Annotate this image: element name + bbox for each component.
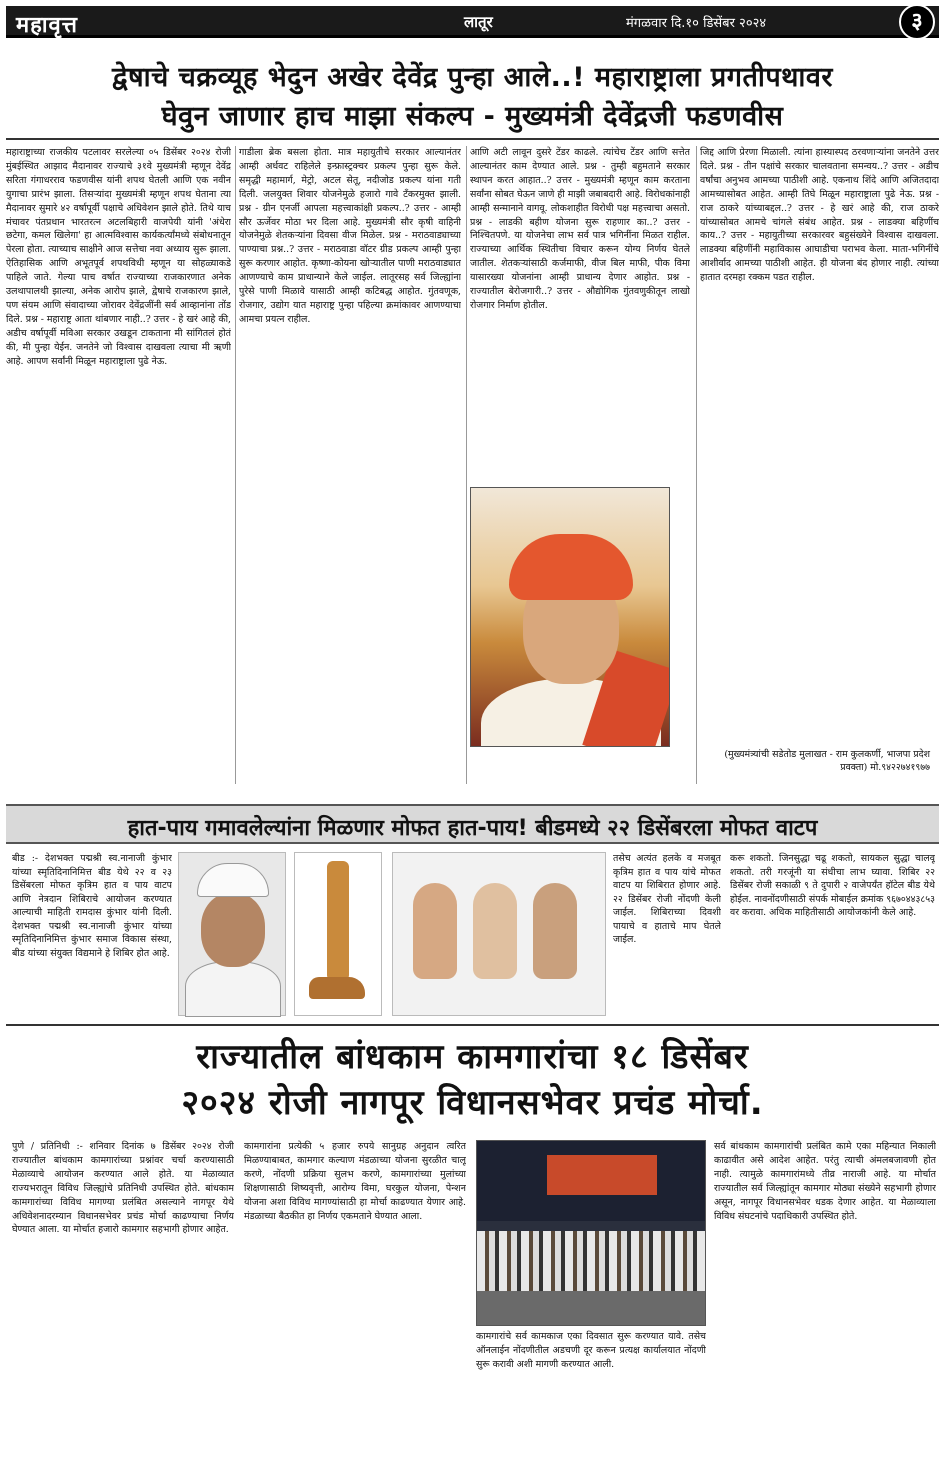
issue-date: मंगळवार दि.१० डिसेंबर २०२४ [626,16,767,31]
prosthetic-foot [309,977,365,999]
limbs-column-2: तसेच अत्यंत हलके व मजबूत कृत्रिम हात व पाय यांचे मोफत वाटप या शिबिरात होणार आहे. २२ डिसेंबर रोजी नोंदणी केली जाईल. शिबिराच्या दिवशी पायाचे व हाताचे माप घेतले जाईल. [613,853,721,945]
masthead [6,6,939,38]
portrait-head [201,893,265,967]
workers-column-3: कामगारांचे सर्व कामकाज एका दिवसात सुरू करण्यात यावे. तसेच ऑनलाईन नोंदणीतील अडचणी दूर करून प्रत्यक्ष कार्यालयात नोंदणी सुरू करावी अशी मागणी करण्यात आली. [476,1331,706,1370]
lead-column-2: गाडीला ब्रेक बसला होता. मात्र महायुतीचे सरकार आल्यानंतर आम्ही अर्धवट राहिलेले इन्फ्रास्ट्रक्चर प्रकल्प पुन्हा सुरू केले. समृद्धी महामार्ग, मेट्रो, अटल सेतू, नदीजोड प्रकल्प यांना गती दिली. जलयुक्त शिवार योजनेमुळे हजारो गावे टँकरमुक्त झाली. प्रश्न - ग्रीन एनर्जी आपला महत्त्वाकांक्षी प्रकल्प..? उत्तर - आम्ही सौर ऊर्जेवर मोठा भर दिला आहे. मुख्यमंत्री सौर कृषी वाहिनी योजनेमुळे शेतकऱ्यांना दिवसा वीज मिळेल. प्रश्न - मराठवाड्याच्या पाण्याचा प्रश्न..? उत्तर - मराठवाडा वॉटर ग्रीड प्रकल्प आम्ही पुन्हा सुरू करणार आहोत. कृष्णा-कोयना खोऱ्यातील पाणी मराठवाड्यात आणण्याचे काम प्राधान्याने केले जाईल. लातूरसह सर्व जिल्ह्यांना पुरेसे पाणी मिळावे यासाठी आम्ही कटिबद्ध आहोत. गुंतवणूक, रोजगार, उद्योग यात महाराष्ट्र पुन्हा पहिल्या क्रमांकावर आणण्याचा आमचा प्रयत्न राहील. [239,147,461,325]
lead-column-4: जिद्द आणि प्रेरणा मिळाली. त्यांना हास्यास्पद ठरवणाऱ्यांना जनतेने उत्तर दिले. प्रश्न - तीन पक्षांचे सरकार चालवताना समन्वय..? उत्तर - अडीच वर्षांचा अनुभव आमच्या पाठीशी आहे. एकनाथ शिंदे आणि अजितदादा आमच्यासोबत आहेत. आम्ही तिघे मिळून महाराष्ट्राला पुढे नेऊ. प्रश्न - राज ठाकरे यांच्याबद्दल..? उत्तर - हे खरं आहे की, राज ठाकरे यांच्यासोबत आमचे चांगले संबंध आहेत. प्रश्न - लाडक्या बहिणींच काय..? उत्तर - महायुतीच्या सरकारवर बहुसंख्येने विश्वास दाखवला. लाडक्या बहिणींनी महाविकास आघाडीचा पराभव केला. माता-भगिनींचे आशीर्वाद आमच्या पाठीशी आहेत. ही योजना बंद होणार नाही. त्यांच्या हातात दरमहा रक्कम पडत राहील. [700,147,939,284]
workers-column-2: कामगारांना प्रत्येकी ५ हजार रुपये सानुग्रह अनुदान त्वरित मिळण्याबाबत, कामगार कल्याण मंडळाच्या योजना सुरळीत चालू करणे, नोंदणी प्रक्रिया सुलभ करणे, कामगारांच्या मुलांच्या शिक्षणासाठी शिष्यवृत्ती, आरोग्य विमा, घरकुल योजना, पेन्शन योजना अशा विविध मागण्यांसाठी हा मोर्चा काढण्यात येणार आहे. मंडळाच्या बैठकीत हा निर्णय एकमताने घेण्यात आला. [244,1141,466,1222]
column-rule [235,146,236,784]
prosthetic-hand [413,883,457,979]
workers-headline-line-1: राज्यातील बांधकाम कामगारांचा १८ डिसेंबर [196,1037,749,1077]
column-rule [466,146,467,784]
page-number: ३ [899,4,935,40]
limbs-headline-band [6,804,939,844]
divider [6,1024,939,1026]
workers-column-4: सर्व बांधकाम कामगारांची प्रलंबित कामे एका महिन्यात निकाली काढावीत असे आदेश आहेत. परंतु त्याची अंमलबजावणी होत नाही. त्यामुळे कामगारांमध्ये तीव्र नाराजी आहे. या मोर्चात राज्यातील सर्व जिल्ह्यांतून कामगार मोठ्या संख्येने सहभागी होणार असून, नागपूर विधानसभेवर धडक देणार आहेत. या मेळाव्याला विविध संघटनांचे पदाधिकारी उपस्थित होते. [714,1141,936,1222]
meeting-banner [547,1155,657,1195]
lead-headline-line-1: द्वेषाचे चक्रव्यूह भेदुन अखेर देवेंद्र पुन्हा आले..! महाराष्ट्राला प्रगतीपथावर [112,62,833,93]
chief-minister-photo [470,487,670,747]
prosthetic-leg [327,861,349,981]
prosthetic-hands-photo [392,852,606,1016]
prosthetic-leg-photo [294,852,382,1016]
prosthetic-hand [533,883,577,979]
interview-credit: (मुख्यमंत्र्यांची सडेतोड मुलाखत - राम कुलकर्णी, भाजपा प्रदेश प्रवक्ता) मो.९४२२७४१९७७ [724,749,930,773]
edition-city: लातूर [464,13,493,31]
prosthetic-hand [473,883,517,979]
meeting-floor [477,1291,706,1326]
limbs-headline: हात-पाय गमावलेल्यांना मिळणार मोफत हात-पाय! बीडमध्ये २२ डिसेंबरला मोफत वाटप [127,816,818,841]
column-rule [696,146,697,784]
portrait-photo [178,852,286,1016]
lead-headline [6,58,939,136]
workers-headline-line-2: २०२४ रोजी नागपूर विधानसभेवर प्रचंड मोर्चा. [181,1083,764,1123]
paper-logo: महावृत्त [16,13,78,38]
limbs-column-3: करू शकतो. जिनसुद्धा चढू शकतो, सायकल सुद्धा चालवू शकतो. तरी गरजूंनी या संधीचा लाभ घ्यावा. शिबिर २२ डिसेंबर रोजी सकाळी ९ ते दुपारी २ वाजेपर्यंत हॉटेल बीड येथे होईल. नावनोंदणीसाठी संपर्क मोबाईल क्रमांक ९६७०४४३८५३ वर करावा. अधिक माहितीसाठी आयोजकांनी केले आहे. [730,853,935,918]
lead-column-3: आणि अटी लावून दुसरे टेंडर काढले. त्यांचेच टेंडर आणि सत्तेत आल्यानंतर काम देण्यात आले. प्रश्न - तुम्ही बहुमताने सरकार स्थापन करत आहात..? उत्तर - मुख्यमंत्री म्हणून काम करताना सर्वांना सोबत घेऊन जाणे ही माझी जबाबदारी आहे. विरोधकांनाही आम्ही सन्मानाने वागवू. लोकशाहीत विरोधी पक्ष महत्त्वाचा असतो. प्रश्न - लाडकी बहीण योजना सुरू राहणार का..? उत्तर - निश्चितपणे. या योजनेचा लाभ सर्व पात्र भगिनींना मिळत राहील. राज्याच्या आर्थिक स्थितीचा विचार करून योग्य निर्णय घेतले जातील. शेतकऱ्यांसाठी कर्जमाफी, वीज बिल माफी, पीक विमा यासारख्या योजनांना आम्ही प्राधान्य देणार आहोत. प्रश्न - राज्यातील बेरोजगारी..? उत्तर - औद्योगिक गुंतवणुकीतून लाखो रोजगार निर्माण होतील. [470,147,690,311]
workers-headline [6,1034,939,1126]
limbs-column-1: बीड :- देशभक्त पद्मश्री स्व.नानाजी कुंभार यांच्या स्मृतिदिनानिमित्त बीड येथे २२ व २३ डिसेंबरला मोफत कृत्रिम हात व पाय वाटप आणि नेत्रदान शिबिराचे आयोजन करण्यात आल्याची माहिती रामदास कुंभार यांनी दिली. देशभक्त पद्मश्री स्व.नानाजी कुंभार यांच्या स्मृतिदिनानिमित्त कुंभार समाज विकास संस्था, बीड यांच्या संयुक्त विद्यमाने हे शिबिर होत आहे. [12,853,172,959]
lead-column-1: महाराष्ट्राच्या राजकीय पटलावर सरलेल्या ०५ डिसेंबर २०२४ रोजी मुंबईस्थित आझाद मैदानावर राज्याचे ३१वे मुख्यमंत्री म्हणून देवेंद्र सरिता गंगाधरराव फडणवीस यांनी शपथ घेतली आणि एक नवीन युगाचा प्रारंभ झाला. तिसर्‍यांदा मुख्यमंत्री म्हणून शपथ घेताना त्या मैदानावर सुमारे ४२ वर्षापूर्वी पक्षाचे अधिवेशन झाले होते. तिथे याच मंचावर पंतप्रधान भारतरत्न अटलबिहारी वाजपेयी यांनी 'अंधेरा छटेगा, कमल खिलेगा' हा आत्मविश्वास कार्यकर्त्यांमध्ये संबोधनातून पेरला होता. त्याच्याच साक्षीने आज सत्तेचा नवा अध्याय सुरू झाला. ऐतिहासिक आणि अभूतपूर्व शपथविधी म्हणून या सोहळ्याकडे पाहिले जाते. गेल्या पाच वर्षात राज्याच्या राजकारणात अनेक उलथापालथी झाल्या, अनेक आरोप झाले, द्वेषाचे राजकारण झाले, पण संयम आणि संवादाच्या जोरावर देवेंद्रजींनी सर्व आव्हानांना तोंड दिले. प्रश्न - महाराष्ट्र आता थांबणार नाही..? उत्तर - हे खरं आहे की, अडीच वर्षापूर्वी मविआ सरकार उखडून टाकताना मी सांगितलं होतं की, मी पुन्हा येईन. जनतेने जो विश्वास दाखवला त्याचा मी ऋणी आहे. आपण सर्वांनी मिळून महाराष्ट्राला पुढे नेऊ. [6,147,231,367]
portrait-coat [185,961,281,1017]
lead-headline-line-2: घेवुन जाणार हाच माझा संकल्प - मुख्यमंत्री देवेंद्रजी फडणवीस [161,101,784,132]
meeting-photo [476,1140,706,1326]
portrait-cap [197,863,269,897]
meeting-crowd [477,1231,706,1291]
workers-column-1: पुणे / प्रतिनिधी :- शनिवार दिनांक ७ डिसेंबर २०२४ रोजी राज्यातील बांधकाम कामगारांच्या प्रश्नांवर चर्चा करण्यासाठी मेळाव्याचे आयोजन करण्यात आले होते. या मेळाव्यात राज्यभरातून विविध जिल्ह्यांचे प्रतिनिधी उपस्थित होते. बांधकाम कामगारांच्या विविध मागण्या प्रलंबित असल्याने नागपूर येथे अधिवेशनादरम्यान विधानसभेवर प्रचंड मोर्चा काढण्याचा निर्णय घेण्यात आला. या मोर्चात हजारो कामगार सहभागी होणार आहेत. [12,1141,234,1236]
divider [6,138,939,140]
photo-turban [509,534,633,600]
